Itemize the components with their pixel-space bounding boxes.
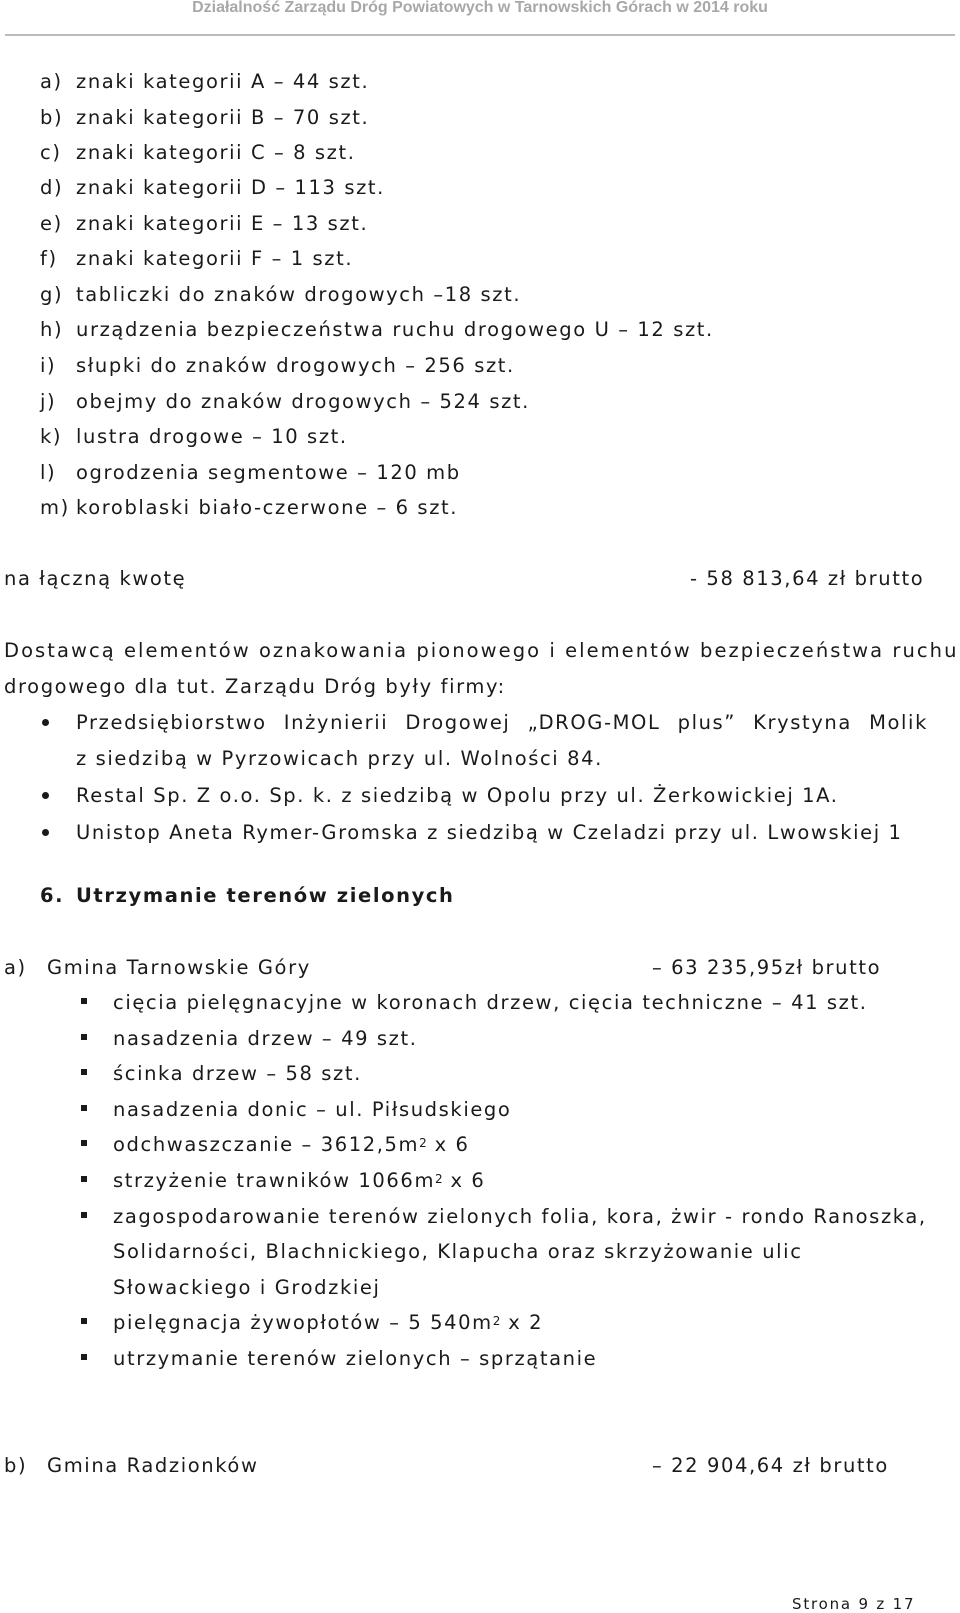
firm-1-address: z siedzibą w Pyrzowicach przy ul. Wolności 84. (76, 747, 603, 770)
list-item: znaki kategorii D – 113 szt. (76, 176, 385, 199)
work-item: nasadzenia drzew – 49 szt. (113, 1027, 418, 1050)
firm-1-line (76, 711, 928, 735)
gmina-a-amount: – 63 235,95zł brutto (652, 956, 882, 979)
superscript: 2 (492, 1314, 501, 1328)
work-item: cięcia pielęgnacyjne w koronach drzew, cięcia techniczne – 41 szt. (113, 991, 868, 1014)
list-marker: f) (40, 247, 58, 270)
superscript: 2 (435, 1172, 443, 1186)
firm-1-word: „DROG-MOL (527, 711, 661, 734)
square-bullet-icon (81, 1212, 87, 1218)
work-item: nasadzenia donic – ul. Piłsudskiego (113, 1098, 512, 1121)
supplier-intro: drogowego dla tut. Zarządu Dróg były firmy: (4, 675, 506, 698)
gmina-a-name: Gmina Tarnowskie Góry (47, 956, 311, 979)
work-item: ścinka drzew – 58 szt. (113, 1062, 362, 1085)
work-item-continued: Słowackiego i Grodzkiej (113, 1276, 381, 1299)
gmina-b-marker: b) (4, 1454, 28, 1477)
header-divider (5, 34, 955, 36)
firm-3: Unistop Aneta Rymer-Gromska z siedzibą w Czeladzi przy ul. Lwowskiej 1 (76, 821, 903, 844)
supplier-intro: Dostawcą elementów oznakowania pionowego i elementów bezpieczeństwa ruchu (4, 639, 959, 662)
gmina-b-name: Gmina Radzionków (47, 1454, 259, 1477)
list-item: urządzenia bezpieczeństwa ruchu drogowego U – 12 szt. (76, 318, 714, 341)
list-marker: i) (40, 354, 57, 377)
square-bullet-icon (81, 1318, 87, 1324)
square-bullet-icon (81, 1354, 87, 1360)
list-marker: h) (40, 318, 64, 341)
work-item: pielęgnacja żywopłotów – 5 $540m^2$ x 2 (113, 1311, 544, 1334)
square-bullet-icon (81, 1069, 87, 1075)
firm-2: Restal Sp. Z o.o. Sp. k. z siedzibą w Opolu przy ul. Żerkowickiej 1A. (76, 784, 839, 807)
list-marker: e) (40, 212, 63, 235)
work-item: strzyżenie trawników $1066m^2$ x 6 (113, 1169, 486, 1192)
list-marker: c) (40, 141, 62, 164)
firm-1-word: Krystyna (753, 711, 852, 734)
square-bullet-icon (81, 1140, 87, 1146)
list-item: znaki kategorii E – 13 szt. (76, 212, 369, 235)
list-item: ogrodzenia segmentowe – 120 mb (76, 461, 461, 484)
firm-1-word: Przedsiębiorstwo (76, 711, 267, 734)
square-bullet-icon (81, 1034, 87, 1040)
bullet-icon (42, 829, 49, 836)
square-bullet-icon (81, 1105, 87, 1111)
list-marker: g) (40, 283, 64, 306)
superscript: 2 (419, 1136, 427, 1150)
list-item: lustra drogowe – 10 szt. (76, 425, 348, 448)
section-title: Utrzymanie terenów zielonych (76, 884, 455, 907)
list-item: znaki kategorii B – 70 szt. (76, 106, 370, 129)
list-marker: m) (40, 496, 70, 519)
list-marker: b) (40, 106, 64, 129)
list-item: tabliczki do znaków drogowych –18 szt. (76, 283, 522, 306)
total-label: na łączną kwotę (4, 567, 187, 590)
list-item: obejmy do znaków drogowych – 524 szt. (76, 390, 530, 413)
gmina-a-marker: a) (4, 956, 27, 979)
firm-1-word: Molik (869, 711, 928, 734)
bullet-icon (42, 792, 49, 799)
list-marker: d) (40, 176, 64, 199)
list-marker: k) (40, 425, 63, 448)
list-item: słupki do znaków drogowych – 256 szt. (76, 354, 515, 377)
firm-1-word: Drogowej (405, 711, 511, 734)
work-item: utrzymanie terenów zielonych – sprzątanie (113, 1347, 598, 1370)
square-bullet-icon (81, 998, 87, 1004)
list-marker: j) (40, 390, 57, 413)
firm-1-word: Inżynierii (283, 711, 389, 734)
page-number: Strona 9 z 17 (792, 1595, 916, 1613)
firm-1-word: plus” (677, 711, 737, 734)
total-amount: - 58 813,64 zł brutto (690, 567, 925, 590)
section-number: 6. (40, 884, 65, 907)
list-item: znaki kategorii A – 44 szt. (76, 70, 370, 93)
list-item: znaki kategorii F – 1 szt. (76, 247, 354, 270)
gmina-b-amount: – 22 904,64 zł brutto (652, 1454, 889, 1477)
work-item: zagospodarowanie terenów zielonych folia, kora, żwir - rondo Ranoszka, (113, 1205, 927, 1228)
bullet-icon (42, 719, 49, 726)
work-item-continued: Solidarności, Blachnickiego, Klapucha oraz skrzyżowanie ulic (113, 1240, 803, 1263)
work-item: odchwaszczanie – $3612,5m^2$ x 6 (113, 1133, 470, 1156)
list-item: znaki kategorii C – 8 szt. (76, 141, 356, 164)
square-bullet-icon (81, 1176, 87, 1182)
list-marker: l) (40, 461, 57, 484)
list-marker: a) (40, 70, 63, 93)
list-item: koroblaski biało-czerwone – 6 szt. (76, 496, 459, 519)
page-header: Działalność Zarządu Dróg Powiatowych w Tarnowskich Górach w 2014 roku (192, 0, 768, 16)
